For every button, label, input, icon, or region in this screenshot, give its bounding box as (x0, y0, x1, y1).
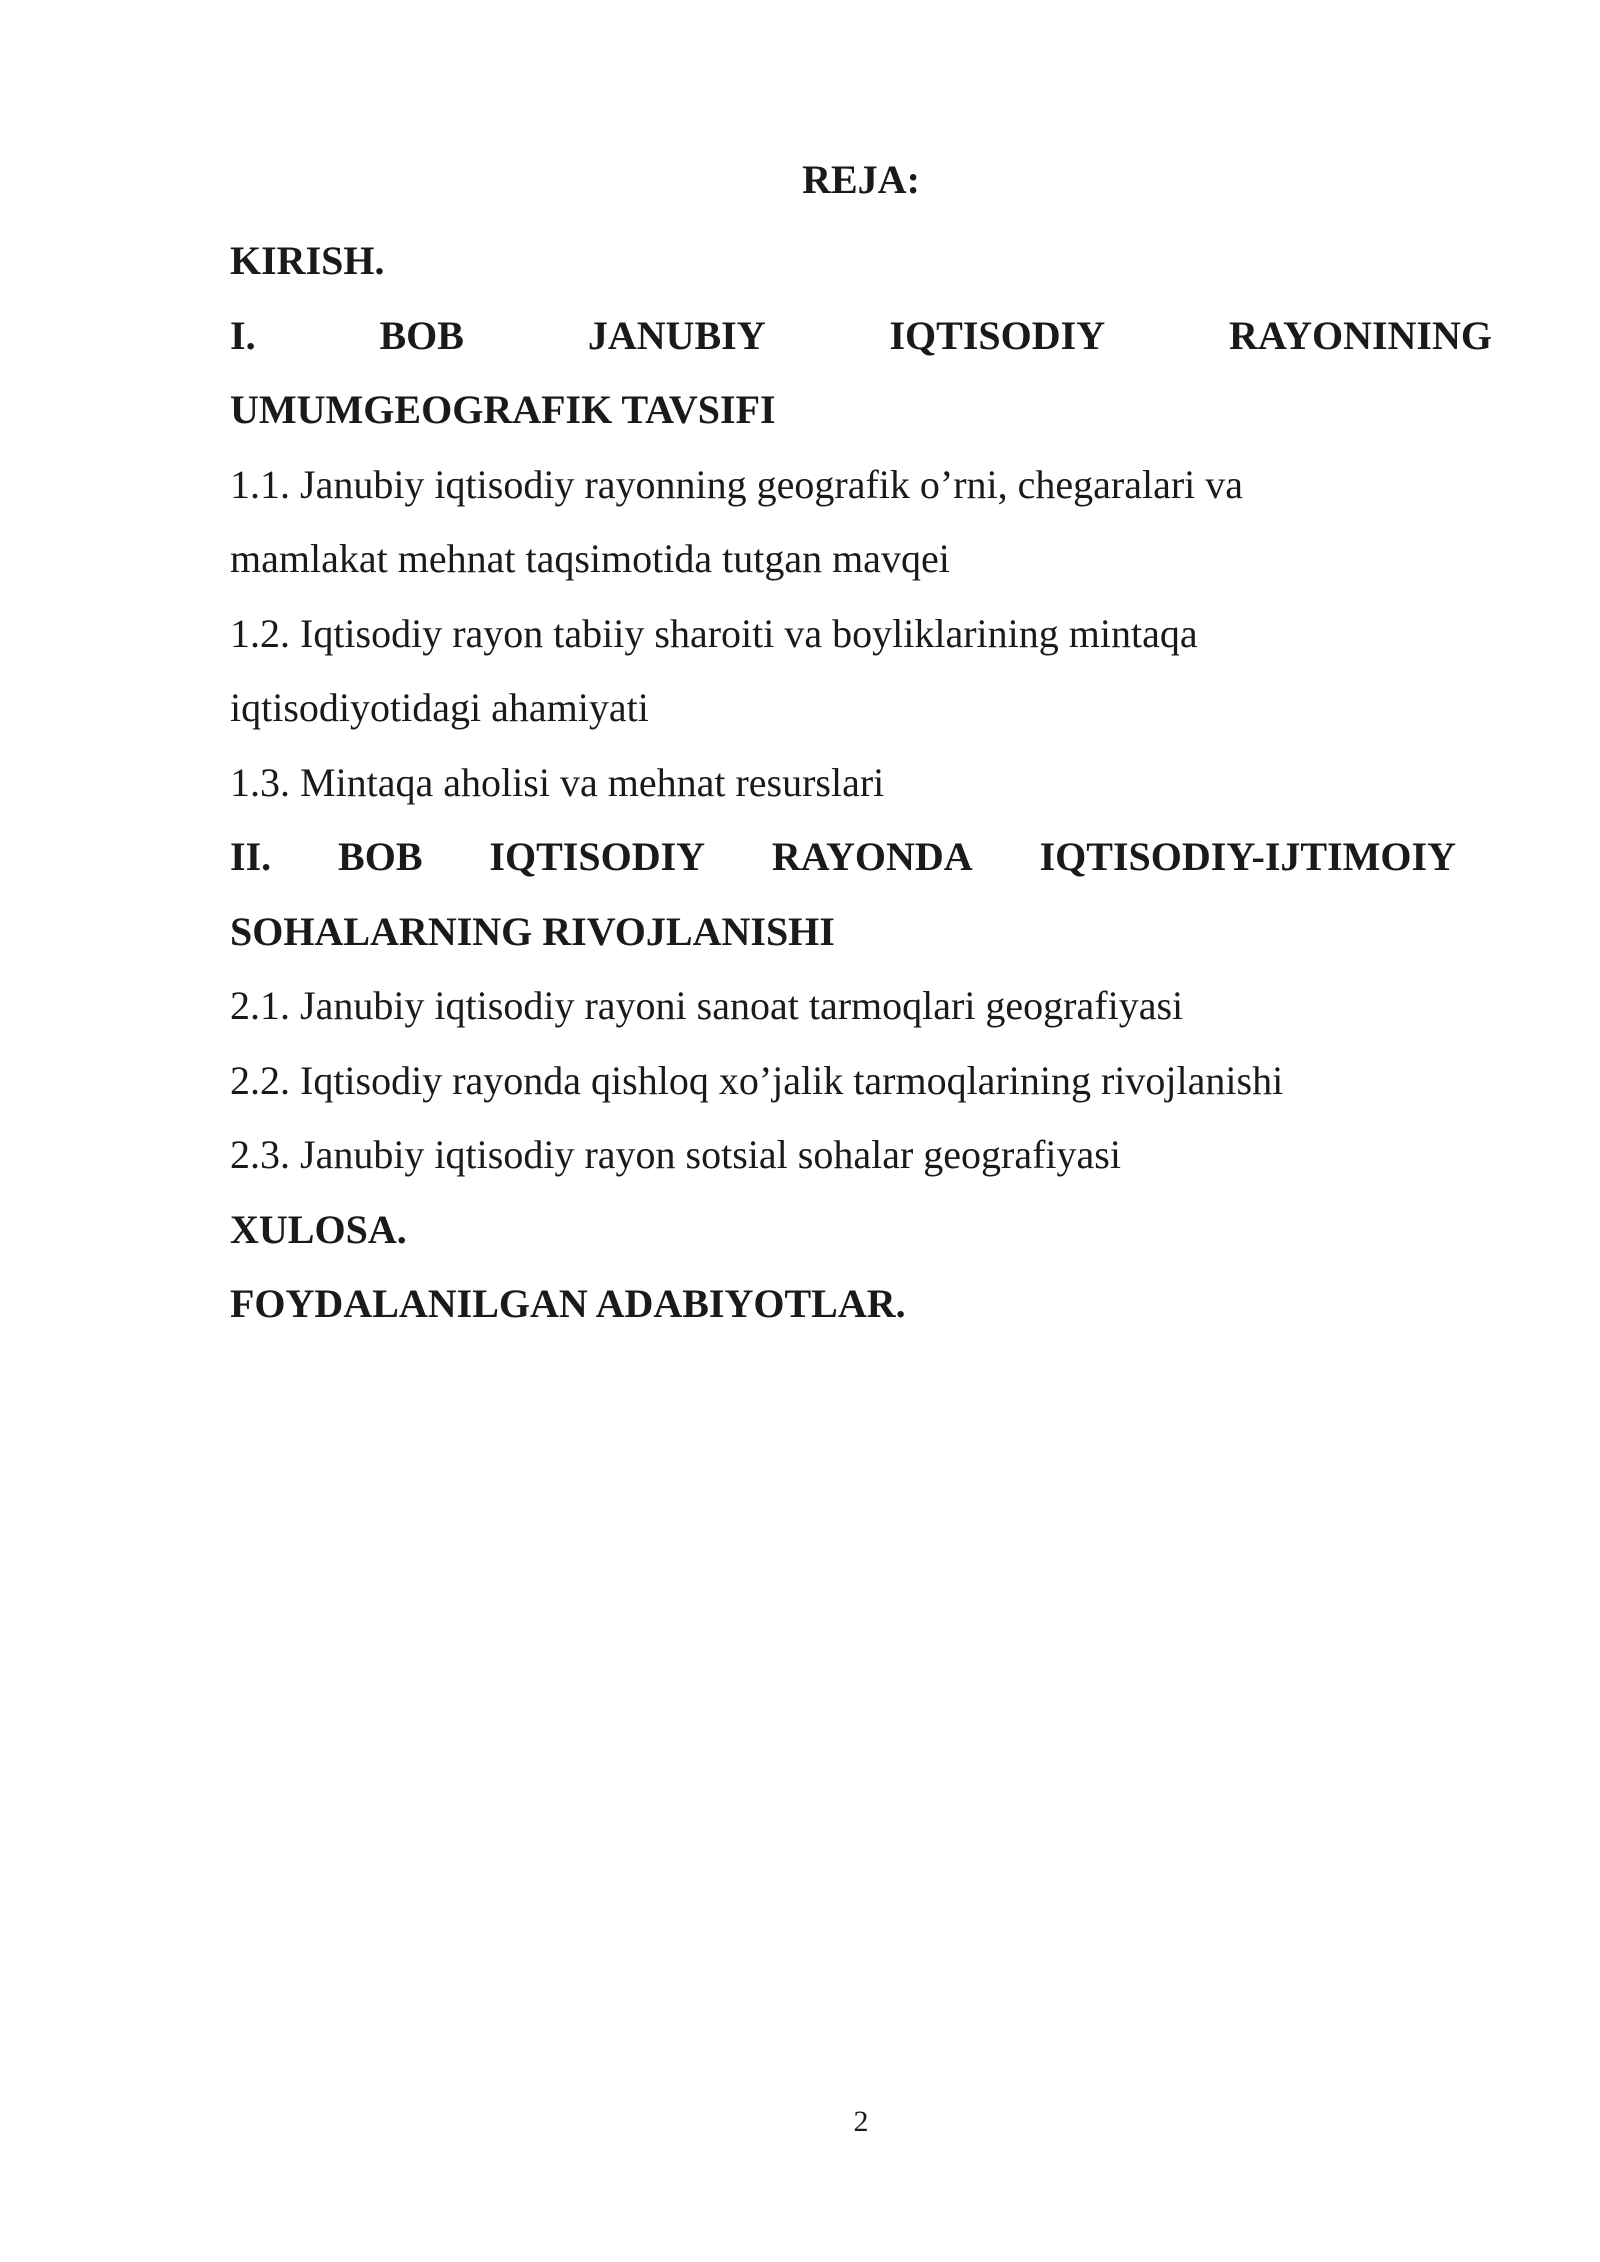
page-number: 2 (853, 2105, 869, 2138)
chapter-1-word: BOB (379, 312, 464, 358)
references-heading: FOYDALANILGAN ADABIYOTLAR. (230, 1281, 906, 1326)
conclusion-heading: XULOSA. (230, 1206, 407, 1252)
section-2-1: 2.1. Janubiy iqtisodiy rayoni sanoat tarmoqlari geografiyasi (230, 983, 1184, 1028)
page-title: REJA: (802, 157, 920, 202)
chapter-1-heading-line-1 (230, 299, 1492, 374)
section-1-2-line-1: 1.2. Iqtisodiy rayon tabiiy sharoiti va boyliklarining mintaqa (230, 610, 1198, 656)
intro-heading: KIRISH. (230, 238, 385, 283)
chapter-1-word: JANUBIY (587, 312, 766, 358)
chapter-2-word: RAYONDA (771, 834, 973, 879)
chapter-1-word: IQTISODIY (889, 312, 1106, 358)
section-1-1-line-2: mamlakat mehnat taqsimotida tutgan mavqei (230, 536, 950, 581)
section-1-2-line-2: iqtisodiyotidagi ahamiyati (230, 685, 649, 730)
chapter-2-heading-line-1 (230, 820, 1456, 895)
chapter-2-word: IQTISODIY-IJTIMOIY (1039, 834, 1456, 879)
chapter-2-word: II. (230, 834, 272, 879)
section-1-3: 1.3. Mintaqa aholisi va mehnat resurslari (230, 759, 885, 805)
chapter-1-word: I. (230, 312, 256, 358)
section-2-3: 2.3. Janubiy iqtisodiy rayon sotsial sohalar geografiyasi (230, 1132, 1121, 1177)
document-page (230, 150, 1492, 1342)
section-2-2: 2.2. Iqtisodiy rayonda qishloq xo’jalik tarmoqlarining rivojlanishi (230, 1057, 1284, 1103)
chapter-2-word: IQTISODIY (489, 834, 706, 879)
section-1-1-line-1: 1.1. Janubiy iqtisodiy rayonning geografik o’rni, chegaralari va (230, 461, 1244, 507)
chapter-1-word: RAYONINING (1228, 312, 1492, 358)
chapter-1-heading-line-2: UMUMGEOGRAFIK TAVSIFI (230, 387, 776, 432)
chapter-2-heading-line-2: SOHALARNING RIVOJLANISHI (230, 908, 835, 954)
chapter-2-word: BOB (338, 834, 423, 879)
